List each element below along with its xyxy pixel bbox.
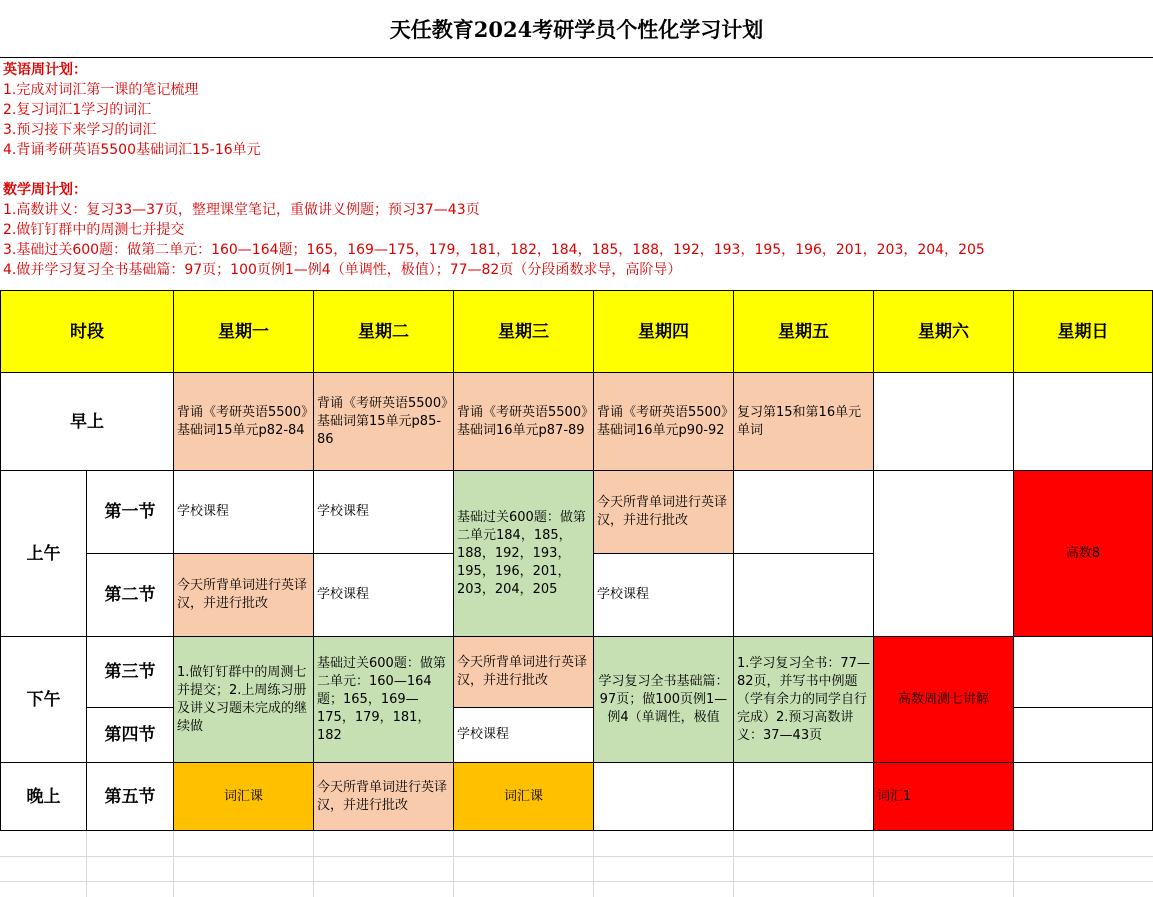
- math-plan-item: 4.做并学习复习全书基础篇：97页；100页例1—例4（单调性，极值）；77—82页（分段函数求导，高阶导）: [3, 262, 682, 278]
- english-plan-item: 2.复习词汇1学习的词汇: [3, 102, 152, 118]
- header-day-tue[interactable]: 星期二: [314, 290, 454, 373]
- cell-wed-s3[interactable]: 今天所背单词进行英译汉，并进行批改: [454, 637, 594, 708]
- session-2[interactable]: 第二节: [87, 554, 174, 637]
- cell-wed-s5[interactable]: 词汇课: [454, 763, 594, 831]
- cell-sat-morning[interactable]: [874, 373, 1014, 471]
- session-3[interactable]: 第三节: [87, 637, 174, 708]
- cell-sun-morning[interactable]: [1014, 373, 1153, 471]
- session-1[interactable]: 第一节: [87, 471, 174, 554]
- cell-tue-s5[interactable]: 今天所背单词进行英译汉，并进行批改: [314, 763, 454, 831]
- cell-thu-morning[interactable]: 背诵《考研英语5500》基础词16单元p90-92: [594, 373, 734, 471]
- empty-col-line: [86, 831, 87, 897]
- math-plan-item: 1.高数讲义：复习33—37页，整理课堂笔记，重做讲义例题；预习37—43页: [3, 202, 480, 218]
- plan-spacer: [3, 160, 1148, 180]
- english-plan-heading: 英语周计划：: [3, 62, 87, 78]
- cell-sun-am[interactable]: 高数8: [1014, 471, 1153, 637]
- cell-fri-s1[interactable]: [734, 471, 874, 554]
- header-day-sun[interactable]: 星期日: [1014, 290, 1153, 373]
- cell-sun-s4[interactable]: [1014, 708, 1153, 763]
- schedule-table: [0, 290, 1153, 897]
- cell-fri-morning[interactable]: 复习第15和第16单元单词: [734, 373, 874, 471]
- math-plan-item: 2.做钉钉群中的周测七并提交: [3, 222, 185, 238]
- cell-mon-s1[interactable]: 学校课程: [174, 471, 314, 554]
- period-evening[interactable]: 晚上: [0, 763, 87, 831]
- cell-sat-s3s4[interactable]: 高数周测七讲解: [874, 637, 1014, 763]
- empty-col-line: [313, 831, 314, 897]
- header-period[interactable]: 时段: [0, 290, 174, 373]
- header-day-fri[interactable]: 星期五: [734, 290, 874, 373]
- cell-sat-am[interactable]: [874, 471, 1014, 637]
- cell-fri-s3s4[interactable]: 1.学习复习全书：77—82页，并写书中例题（学有余力的同学自行完成）2.预习高数讲义：37—43页: [734, 637, 874, 763]
- cell-sun-s5[interactable]: [1014, 763, 1153, 831]
- period-morning[interactable]: 早上: [0, 373, 174, 471]
- session-5[interactable]: 第五节: [87, 763, 174, 831]
- cell-fri-s2[interactable]: [734, 554, 874, 637]
- math-plan-heading: 数学周计划：: [3, 182, 87, 198]
- cell-tue-s3s4[interactable]: 基础过关600题：做第二单元：160—164题；165，169—175，179，181，182: [314, 637, 454, 763]
- period-afternoon[interactable]: 下午: [0, 637, 87, 763]
- english-plan-item: 1.完成对词汇第一课的笔记梳理: [3, 82, 199, 98]
- session-4[interactable]: 第四节: [87, 708, 174, 763]
- cell-tue-s2[interactable]: 学校课程: [314, 554, 454, 637]
- cell-thu-s5[interactable]: [594, 763, 734, 831]
- empty-col-line: [1013, 831, 1014, 897]
- header-day-mon[interactable]: 星期一: [174, 290, 314, 373]
- empty-col-line: [873, 831, 874, 897]
- empty-col-line: [173, 831, 174, 897]
- header-day-wed[interactable]: 星期三: [454, 290, 594, 373]
- cell-thu-s1[interactable]: 今天所背单词进行英译汉，并进行批改: [594, 471, 734, 554]
- cell-tue-morning[interactable]: 背诵《考研英语5500》基础词第15单元p85-86: [314, 373, 454, 471]
- header-day-sat[interactable]: 星期六: [874, 290, 1014, 373]
- cell-fri-s5[interactable]: [734, 763, 874, 831]
- weekly-plans: [3, 60, 1148, 280]
- english-plan-item: 4.背诵考研英语5500基础词汇15-16单元: [3, 142, 261, 158]
- cell-thu-s3s4[interactable]: 学习复习全书基础篇：97页；做100页例1—例4（单调性，极值: [594, 637, 734, 763]
- english-plan-item: 3.预习接下来学习的词汇: [3, 122, 157, 138]
- cell-mon-s5[interactable]: 词汇课: [174, 763, 314, 831]
- cell-mon-s2[interactable]: 今天所背单词进行英译汉，并进行批改: [174, 554, 314, 637]
- cell-wed-s4[interactable]: 学校课程: [454, 708, 594, 763]
- empty-col-line: [453, 831, 454, 897]
- cell-thu-s2[interactable]: 学校课程: [594, 554, 734, 637]
- cell-sat-s5[interactable]: 词汇1: [874, 763, 1014, 831]
- math-plan-item: 3.基础过关600题：做第二单元：160—164题；165，169—175，179，181，182，184，185，188，192，193，195，196，201，203，204，205: [3, 242, 985, 258]
- cell-wed-morning[interactable]: 背诵《考研英语5500》基础词16单元p87-89: [454, 373, 594, 471]
- period-forenoon[interactable]: 上午: [0, 471, 87, 637]
- cell-sun-s3[interactable]: [1014, 637, 1153, 708]
- cell-tue-s1[interactable]: 学校课程: [314, 471, 454, 554]
- empty-col-line: [733, 831, 734, 897]
- cell-mon-morning[interactable]: 背诵《考研英语5500》基础词15单元p82-84: [174, 373, 314, 471]
- page-title: 天任教育2024考研学员个性化学习计划: [0, 0, 1153, 58]
- cell-wed-s1s2[interactable]: 基础过关600题：做第二单元184，185，188，192，193，195，196，201，203，204，205: [454, 471, 594, 637]
- cell-mon-s3s4[interactable]: 1.做钉钉群中的周测七并提交；2.上周练习册及讲义习题未完成的继续做: [174, 637, 314, 763]
- header-day-thu[interactable]: 星期四: [594, 290, 734, 373]
- empty-col-line: [593, 831, 594, 897]
